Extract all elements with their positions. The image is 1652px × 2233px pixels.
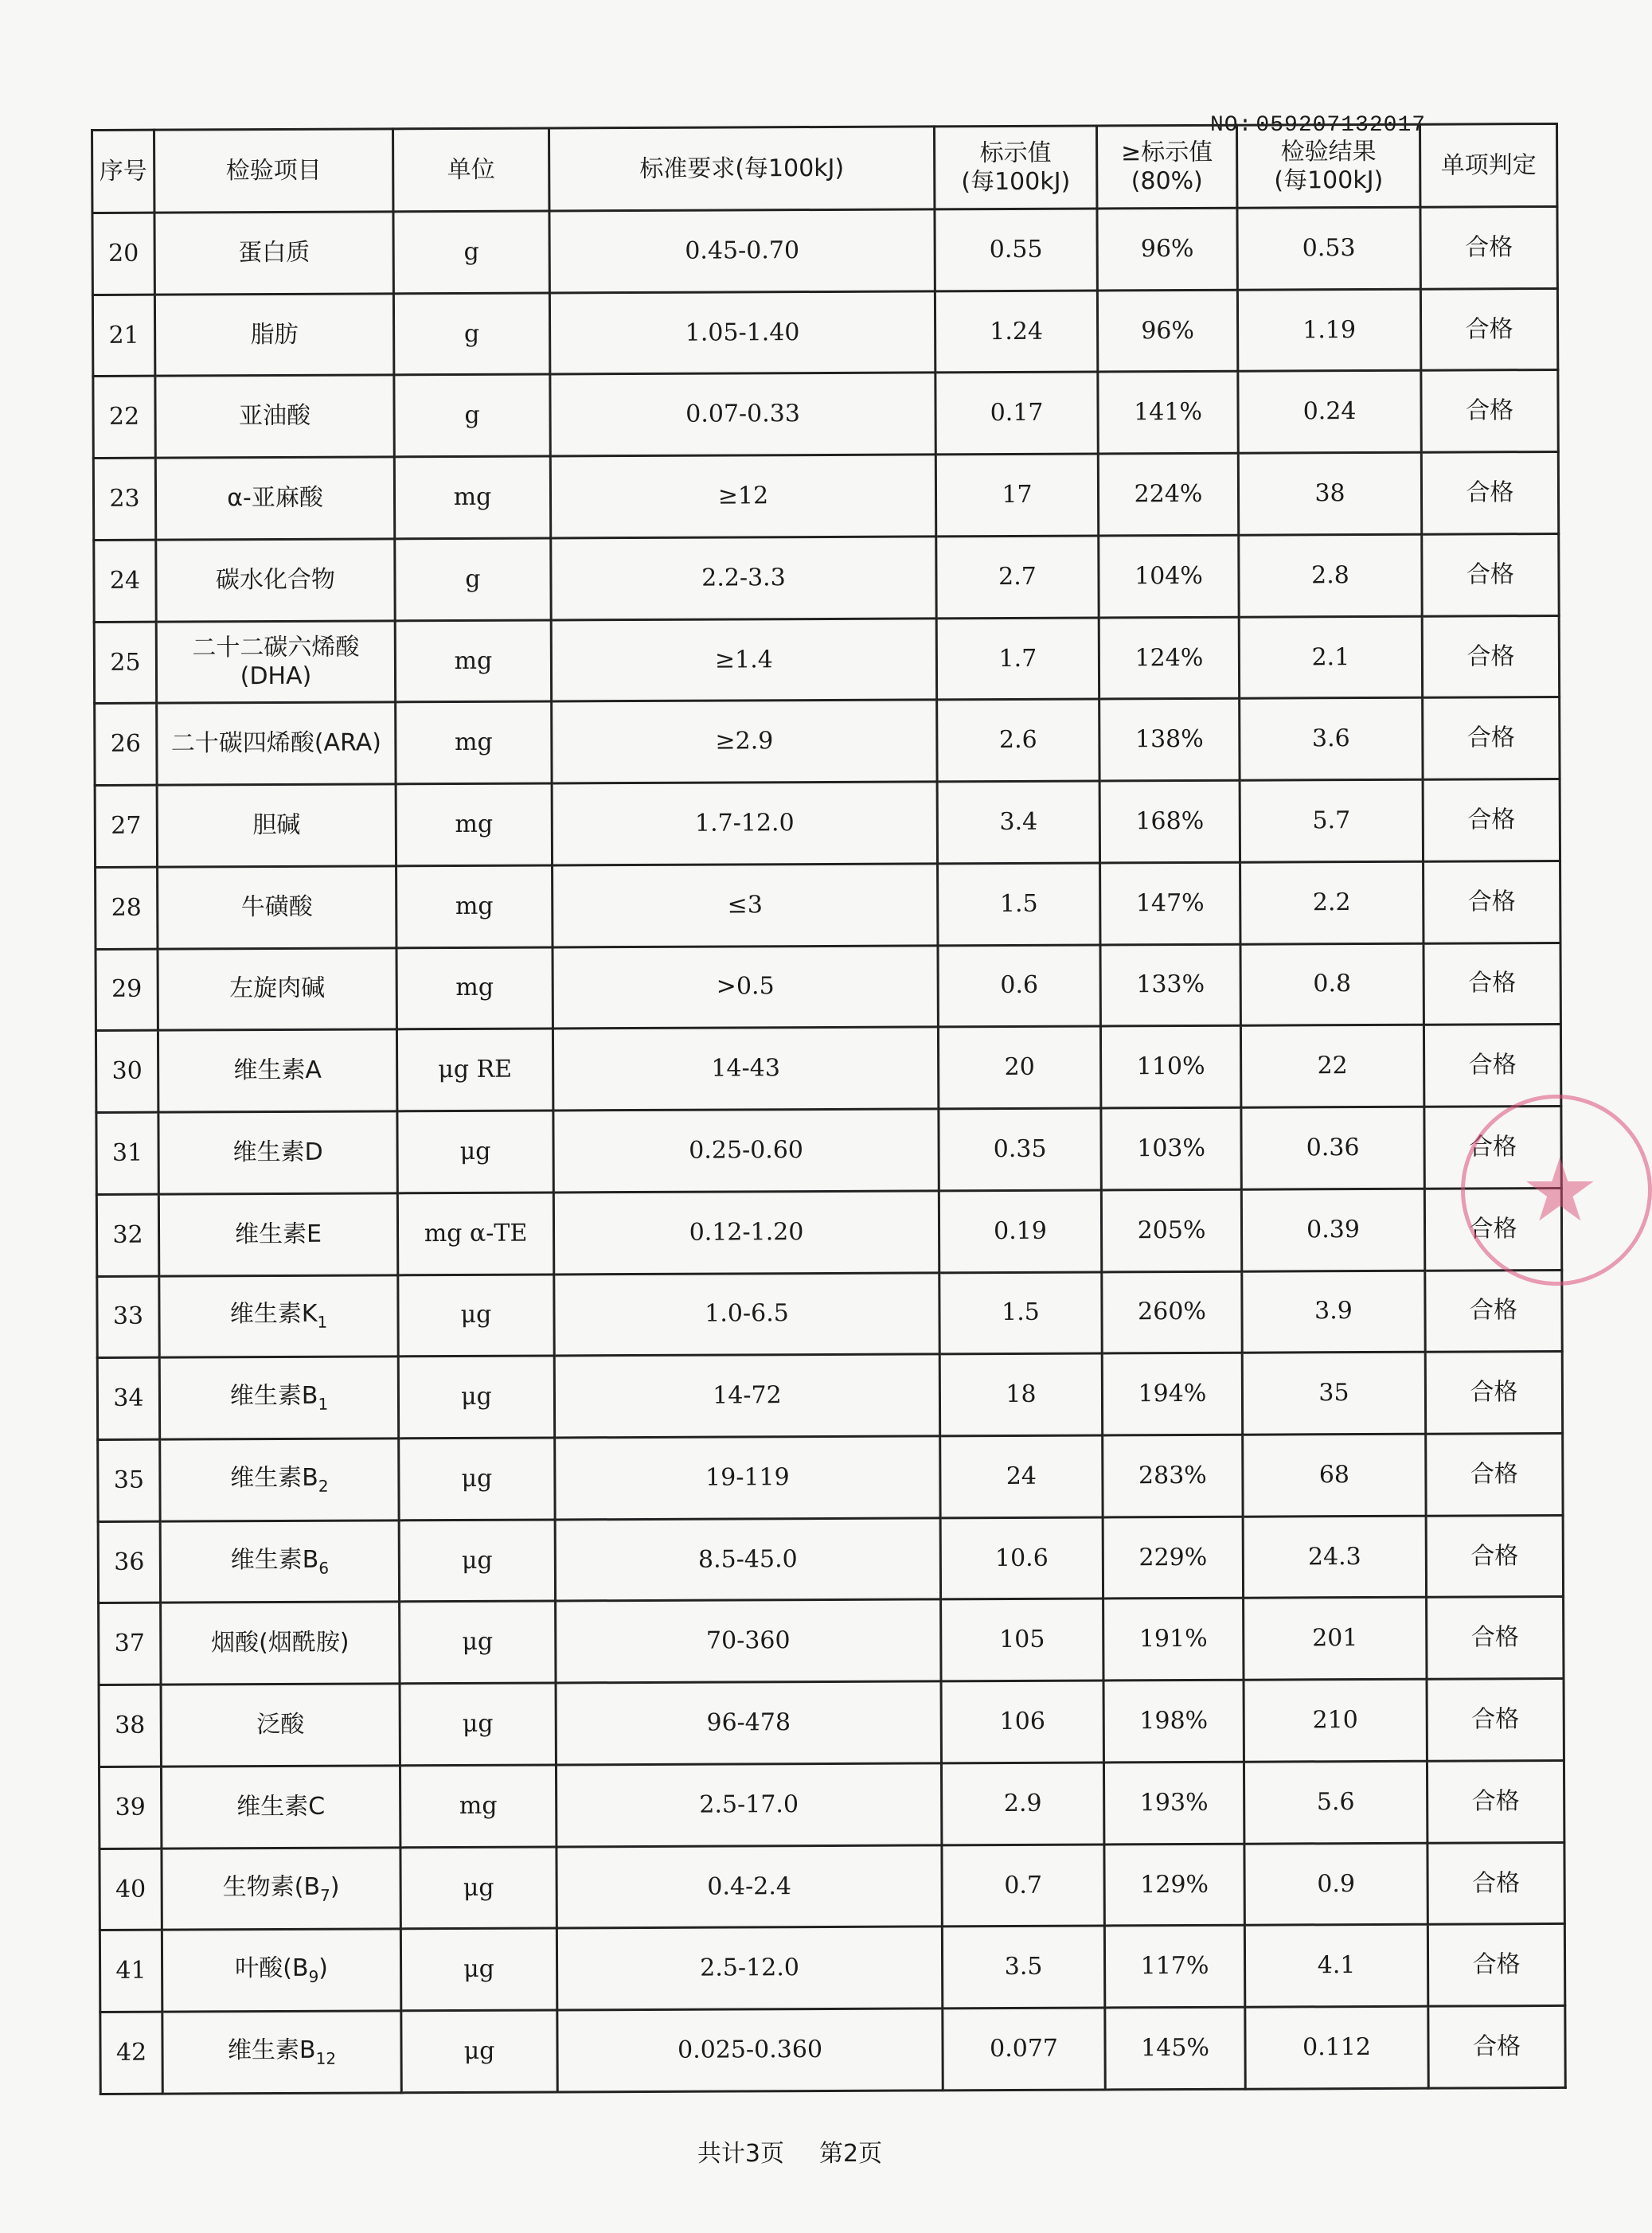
- row-item-name: 维生素B: [227, 2036, 316, 2065]
- row-label-value: 0.55: [935, 209, 1097, 291]
- row-result: 210: [1244, 1679, 1427, 1762]
- row-ratio: 198%: [1103, 1680, 1244, 1763]
- row-unit: μg RE: [396, 1029, 553, 1111]
- row-result: 35: [1242, 1352, 1425, 1435]
- table-row: [97, 1270, 1562, 1358]
- row-standard: 0.025-0.360: [557, 2009, 943, 2092]
- row-verdict: 合格: [1427, 1842, 1564, 1924]
- table-row: [100, 1924, 1564, 2012]
- table-row: [98, 1433, 1563, 1521]
- row-unit: g: [395, 538, 551, 621]
- row-verdict: 合格: [1428, 2006, 1565, 2089]
- row-result: 0.36: [1241, 1107, 1424, 1189]
- row-seq: 25: [94, 622, 156, 704]
- row-item-name: 胆碱: [252, 810, 301, 840]
- row-item: [161, 1766, 400, 1848]
- row-verdict: 合格: [1425, 1270, 1562, 1352]
- row-verdict: 合格: [1427, 1760, 1564, 1842]
- table-row: [96, 861, 1560, 949]
- row-standard: 1.05-1.40: [549, 291, 935, 375]
- row-result: 0.39: [1241, 1189, 1424, 1271]
- row-seq: 26: [95, 704, 157, 786]
- table-row: [97, 1352, 1562, 1440]
- row-label-value: 20: [938, 1026, 1100, 1109]
- row-ratio: 138%: [1099, 699, 1240, 782]
- row-ratio: 229%: [1103, 1517, 1243, 1599]
- row-label-value: 1.24: [935, 291, 1097, 373]
- row-unit: mg: [396, 947, 553, 1030]
- row-seq: 27: [95, 785, 157, 867]
- row-result: 24.3: [1243, 1516, 1426, 1599]
- table-row: [96, 943, 1560, 1031]
- table-row: [99, 1597, 1564, 1685]
- row-item-name: 维生素B: [229, 1381, 318, 1411]
- row-ratio: 133%: [1100, 944, 1240, 1027]
- row-standard: 0.25-0.60: [553, 1109, 939, 1193]
- row-standard: ≥2.9: [552, 700, 937, 783]
- row-standard: 70-360: [556, 1599, 941, 1683]
- row-standard: 2.2-3.3: [551, 537, 936, 620]
- row-standard: 14-72: [554, 1354, 939, 1438]
- row-label-value: 0.35: [939, 1108, 1101, 1191]
- row-item-subscript: 7: [320, 1885, 330, 1905]
- row-seq: 31: [96, 1112, 158, 1194]
- row-item-name: 叶酸(B: [235, 1954, 309, 1983]
- row-item-name: 维生素D: [232, 1138, 323, 1167]
- header-ratio-line1: ≥标示值: [1120, 138, 1213, 166]
- row-seq: 20: [92, 213, 154, 295]
- header-result-line1: 检验结果: [1280, 137, 1377, 166]
- row-unit: μg: [398, 1275, 554, 1357]
- row-standard: 2.5-17.0: [556, 1763, 941, 1847]
- row-ratio: 283%: [1103, 1435, 1243, 1517]
- row-result: 3.9: [1242, 1271, 1425, 1353]
- row-seq: 41: [100, 1930, 162, 2012]
- row-standard: 14-43: [553, 1027, 938, 1111]
- row-unit: mg α-TE: [397, 1193, 553, 1275]
- row-item: [156, 539, 395, 622]
- row-item-name: 生物素(B: [222, 1872, 321, 1901]
- table-row: [96, 1107, 1561, 1195]
- report-number-label: NO:: [1210, 113, 1253, 138]
- header-verdict: 单项判定: [1420, 123, 1556, 207]
- table-row: [94, 533, 1559, 622]
- row-standard: >0.5: [553, 945, 938, 1029]
- row-label-value: 2.9: [941, 1763, 1103, 1845]
- row-verdict: 合格: [1420, 288, 1557, 370]
- row-standard: ≥1.4: [551, 619, 936, 702]
- row-unit: mg: [400, 1765, 556, 1848]
- row-verdict: 合格: [1425, 1352, 1562, 1434]
- row-seq: 32: [96, 1194, 158, 1276]
- row-verdict: 合格: [1423, 779, 1560, 861]
- row-result: 38: [1238, 452, 1421, 535]
- row-verdict: 合格: [1427, 1924, 1564, 2006]
- row-seq: 28: [96, 867, 158, 949]
- row-ratio: 194%: [1102, 1353, 1242, 1435]
- row-unit: mg: [395, 620, 551, 703]
- row-standard: 96-478: [556, 1681, 941, 1765]
- row-item-subscript: 9: [308, 1967, 319, 1987]
- row-label-value: 2.6: [937, 699, 1099, 782]
- row-label-value: 0.19: [939, 1190, 1101, 1273]
- row-item: [155, 457, 394, 540]
- header-result-line2: (每100kJ): [1274, 166, 1384, 195]
- row-item: [155, 375, 394, 458]
- row-seq: 37: [99, 1603, 161, 1685]
- row-item-name: 维生素A: [233, 1056, 322, 1085]
- row-item-name: 亚油酸: [239, 402, 311, 431]
- row-seq: 38: [99, 1685, 161, 1766]
- row-label-value: 24: [940, 1435, 1103, 1518]
- row-result: 2.2: [1240, 861, 1424, 944]
- row-unit: mg: [396, 701, 552, 784]
- row-seq: 23: [93, 458, 155, 540]
- row-label-value: 1.7: [936, 618, 1099, 701]
- row-unit: μg: [400, 1601, 556, 1684]
- row-unit: μg: [399, 1438, 555, 1521]
- row-verdict: 合格: [1424, 1025, 1560, 1107]
- table-row: [98, 1515, 1563, 1603]
- row-standard: 19-119: [555, 1436, 940, 1520]
- table-header-row: [92, 123, 1557, 213]
- row-item-subscript: 12: [315, 2048, 337, 2068]
- row-ratio: 96%: [1097, 208, 1237, 291]
- seal-star-icon: ★: [1521, 1139, 1599, 1241]
- row-verdict: 合格: [1424, 861, 1560, 943]
- row-label-value: 0.6: [938, 945, 1100, 1028]
- row-item-name: 左旋肉碱: [229, 974, 326, 1003]
- row-label-value: 1.5: [938, 863, 1100, 946]
- header-ratio: [1096, 125, 1236, 209]
- row-ratio: 224%: [1098, 453, 1238, 536]
- row-item-name: 维生素K: [229, 1300, 318, 1329]
- row-label-value: 105: [941, 1599, 1103, 1681]
- inspection-table: [91, 123, 1567, 2095]
- row-verdict: 合格: [1424, 943, 1560, 1025]
- row-result: 201: [1244, 1598, 1427, 1681]
- row-seq: 24: [94, 540, 156, 622]
- row-item-name: 二十碳四烯酸(ARA): [170, 728, 381, 758]
- row-result: 2.8: [1239, 534, 1422, 617]
- row-verdict: 合格: [1426, 1433, 1563, 1515]
- header-unit: 单位: [393, 128, 549, 212]
- row-item: [154, 294, 393, 377]
- row-item-name: 烟酸(烟酰胺): [211, 1628, 350, 1657]
- row-verdict: 合格: [1421, 370, 1558, 452]
- table-row: [99, 1679, 1564, 1767]
- row-result: 4.1: [1244, 1925, 1427, 2008]
- row-item: [159, 1275, 398, 1357]
- row-standard: 1.0-6.5: [554, 1272, 939, 1356]
- row-item-name: 维生素C: [236, 1792, 326, 1821]
- table-row: [94, 615, 1559, 704]
- row-label-value: 0.17: [935, 372, 1098, 455]
- table-row: [96, 1025, 1560, 1113]
- row-unit: μg: [400, 1928, 557, 2011]
- page-footer: [0, 2133, 1580, 2169]
- row-item: [158, 1029, 396, 1112]
- row-item-name: 脂肪: [250, 320, 299, 349]
- row-ratio: 110%: [1100, 1026, 1240, 1109]
- row-standard: 2.5-12.0: [557, 1927, 942, 2010]
- row-seq: 29: [96, 949, 158, 1031]
- row-standard: 0.12-1.20: [553, 1191, 939, 1275]
- row-item: [158, 1193, 397, 1276]
- row-item: [154, 212, 393, 295]
- table-row: [93, 370, 1558, 459]
- row-ratio: 260%: [1102, 1271, 1242, 1354]
- row-item: [159, 1357, 398, 1439]
- row-item: [162, 2011, 401, 2094]
- row-label-value: 0.7: [942, 1845, 1104, 1927]
- row-unit: μg: [400, 1847, 557, 1930]
- row-seq: 22: [93, 377, 155, 459]
- table-row: [100, 2006, 1565, 2094]
- row-seq: 39: [99, 1766, 161, 1848]
- row-label-value: 1.5: [939, 1272, 1102, 1355]
- row-ratio: 124%: [1099, 617, 1239, 700]
- row-standard: 1.7-12.0: [552, 782, 937, 865]
- row-item-name: 二十二碳六烯酸: [192, 633, 360, 662]
- row-item-name: 维生素B: [230, 1463, 318, 1493]
- row-unit: mg: [396, 865, 553, 948]
- row-verdict: 合格: [1427, 1597, 1564, 1679]
- table-body: [92, 206, 1565, 2094]
- row-verdict: 合格: [1426, 1515, 1563, 1597]
- row-item: [161, 1684, 400, 1766]
- row-result: 0.112: [1245, 2006, 1428, 2089]
- row-item: [157, 702, 396, 785]
- row-ratio: 145%: [1105, 2007, 1245, 2090]
- row-seq: 36: [98, 1521, 160, 1603]
- row-unit: g: [393, 293, 549, 376]
- row-item: [158, 947, 396, 1030]
- row-unit: mg: [396, 783, 552, 866]
- row-seq: 30: [96, 1030, 158, 1112]
- row-item-name: 维生素E: [234, 1220, 322, 1248]
- row-ratio: 129%: [1104, 1844, 1244, 1927]
- row-verdict: 合格: [1423, 697, 1560, 779]
- row-label-value: 106: [941, 1681, 1103, 1763]
- row-ratio: 104%: [1099, 535, 1239, 618]
- row-result: 5.6: [1244, 1761, 1427, 1844]
- row-label-value: 0.077: [943, 2008, 1105, 2091]
- row-label-value: 3.4: [937, 781, 1099, 864]
- table-row: [100, 1842, 1564, 1930]
- header-standard: 标准要求(每100kJ): [549, 127, 935, 211]
- row-unit: μg: [401, 2010, 557, 2093]
- table-row: [92, 288, 1557, 377]
- row-item-subscript: 1: [317, 1313, 328, 1333]
- row-item-subscript: 1: [318, 1394, 329, 1414]
- row-verdict: 合格: [1420, 206, 1557, 288]
- row-verdict: 合格: [1422, 615, 1559, 697]
- row-item: [161, 1602, 400, 1685]
- row-unit: g: [393, 211, 549, 294]
- header-result: [1236, 124, 1420, 208]
- row-item-abbrev: (DHA): [240, 662, 312, 690]
- row-verdict: 合格: [1422, 533, 1559, 615]
- row-standard: ≤3: [553, 864, 938, 947]
- row-verdict: 合格: [1427, 1679, 1564, 1761]
- row-result: 22: [1240, 1025, 1424, 1108]
- row-standard: 8.5-45.0: [555, 1518, 940, 1602]
- row-unit: μg: [400, 1683, 556, 1766]
- row-standard: 0.4-2.4: [557, 1845, 942, 1929]
- header-label-value-line2: (每100kJ): [961, 167, 1071, 196]
- row-item: [162, 1848, 400, 1930]
- row-item-name: 蛋白质: [238, 238, 310, 267]
- row-item-subscript: 2: [318, 1476, 329, 1496]
- row-result: 0.8: [1240, 943, 1424, 1026]
- row-unit: g: [394, 374, 550, 457]
- row-ratio: 205%: [1101, 1189, 1241, 1272]
- row-unit: μg: [398, 1356, 554, 1439]
- table-row: [95, 779, 1560, 868]
- table-row: [92, 206, 1557, 295]
- report-number-value: 059207132017: [1256, 113, 1427, 138]
- row-ratio: 141%: [1098, 372, 1238, 455]
- table-row: [99, 1760, 1564, 1848]
- row-seq: 33: [97, 1276, 159, 1358]
- row-ratio: 191%: [1103, 1599, 1244, 1681]
- row-ratio: 193%: [1103, 1762, 1244, 1845]
- header-label-value: [934, 126, 1096, 209]
- footer-current-page: 第2页: [819, 2140, 883, 2168]
- row-label-value: 2.7: [936, 536, 1099, 619]
- header-ratio-line2: (80%): [1131, 166, 1203, 195]
- row-label-value: 17: [935, 454, 1098, 537]
- row-item-name: 维生素B: [230, 1545, 319, 1574]
- row-item: [160, 1439, 399, 1521]
- header-label-value-line1: 标示值: [979, 139, 1052, 167]
- row-item-name: 牛磺酸: [240, 892, 313, 921]
- row-ratio: 147%: [1100, 862, 1240, 945]
- row-unit: mg: [394, 456, 550, 539]
- row-ratio: 103%: [1101, 1107, 1241, 1190]
- row-unit: μg: [397, 1111, 553, 1193]
- row-item-name: α-亚麻酸: [227, 483, 323, 513]
- row-item-suffix: ): [330, 1872, 340, 1901]
- table-row: [96, 1188, 1561, 1276]
- row-seq: 35: [98, 1439, 160, 1521]
- row-label-value: 3.5: [942, 1926, 1104, 2009]
- row-item: [158, 1111, 397, 1194]
- row-seq: 21: [92, 295, 154, 377]
- table-row: [95, 697, 1560, 786]
- row-result: 2.1: [1239, 616, 1422, 699]
- row-seq: 42: [100, 2012, 162, 2094]
- row-item: [162, 1929, 400, 2012]
- row-verdict: 合格: [1421, 452, 1558, 534]
- row-item: [160, 1521, 399, 1603]
- row-result: 68: [1243, 1434, 1426, 1517]
- row-result: 5.7: [1240, 779, 1423, 862]
- row-label-value: 10.6: [940, 1517, 1103, 1600]
- row-ratio: 96%: [1097, 290, 1237, 373]
- row-result: 3.6: [1240, 698, 1423, 781]
- table-row: [93, 452, 1558, 541]
- header-item: 检验项目: [154, 129, 393, 213]
- row-item-name: 泛酸: [256, 1710, 305, 1739]
- row-standard: ≥12: [550, 455, 935, 538]
- row-item-subscript: 6: [318, 1558, 330, 1578]
- header-seq: 序号: [92, 130, 154, 213]
- row-item: [156, 621, 395, 704]
- row-item-suffix: ): [318, 1954, 329, 1983]
- row-result: 0.53: [1237, 207, 1420, 290]
- row-standard: 0.07-0.33: [550, 373, 935, 456]
- row-result: 0.24: [1238, 371, 1421, 454]
- row-verdict: 合格: [1424, 1107, 1561, 1189]
- row-item-name: 碳水化合物: [215, 565, 336, 595]
- row-item: [158, 866, 396, 949]
- row-seq: 40: [100, 1848, 162, 1930]
- row-unit: μg: [399, 1520, 555, 1603]
- row-ratio: 117%: [1104, 1926, 1244, 2009]
- row-result: 0.9: [1244, 1843, 1427, 1926]
- row-item: [157, 784, 396, 867]
- row-result: 1.19: [1237, 289, 1420, 372]
- row-standard: 0.45-0.70: [549, 209, 935, 293]
- footer-total-pages: 共计3页: [697, 2140, 784, 2168]
- row-label-value: 18: [939, 1353, 1102, 1436]
- row-seq: 34: [97, 1357, 159, 1439]
- row-ratio: 168%: [1099, 780, 1240, 863]
- row-verdict: 合格: [1424, 1188, 1561, 1270]
